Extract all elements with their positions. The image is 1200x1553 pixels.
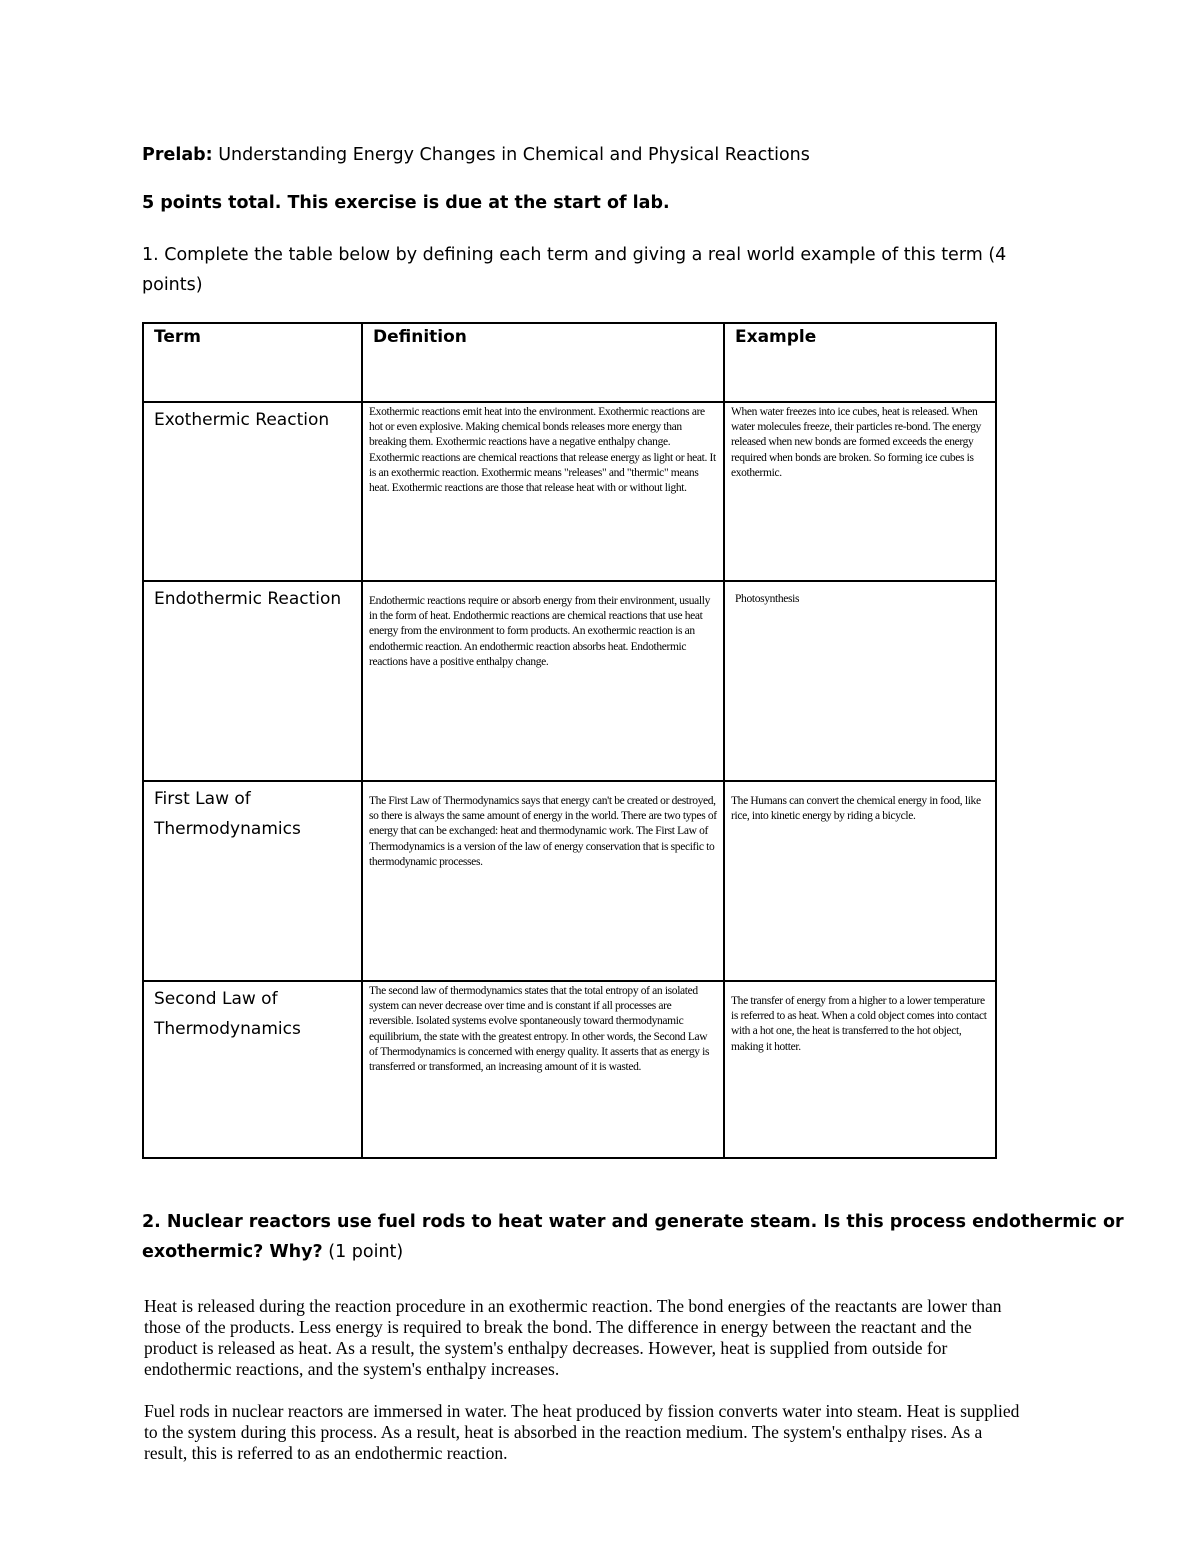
question-2-line-2 bbox=[142, 1237, 403, 1267]
term-cell: First Law of Thermodynamics bbox=[154, 789, 301, 839]
question-2-points: (1 point) bbox=[322, 1242, 404, 1262]
term-cell: Endothermic Reaction bbox=[154, 589, 342, 609]
example-cell: Photosynthesis bbox=[735, 593, 800, 605]
document-title bbox=[142, 140, 810, 170]
header-term: Term bbox=[154, 327, 201, 347]
example-cell: When water freezes into ice cubes, heat is released. When water molecules freeze, their particles re-bond. The energy released when new bonds are formed exceeds the energy required when bonds are broken. So forming ice cubes is exothermic. bbox=[731, 406, 982, 479]
definition-cell: The second law of thermodynamics states that the total entropy of an isolated system can never decrease over time and is constant if all processes are reversible. Isolated systems evolve spontaneously toward thermodynamic equilibrium, the state with the greatest entropy. In other words, the Second Law of Thermodynamics is concerned with energy quality. It asserts that as energy is transferred or transformed, an increasing amount of it is wasted. bbox=[369, 985, 710, 1074]
question-1-line-1: 1. Complete the table below by defining each term and giving a real world example of this term (4 bbox=[142, 245, 1007, 265]
answer-paragraph-2: Fuel rods in nuclear reactors are immersed in water. The heat produced by fission converts water into steam. Heat is supplied to the system during this process. As a result, heat is absorbed in the reaction medium. The system's enthalpy rises. As a result, this is referred to as an endothermic reaction. bbox=[144, 1401, 1020, 1463]
definition-cell: Exothermic reactions emit heat into the environment. Exothermic reactions are hot or even explosive. Making chemical bonds releases more energy than breaking them. Exothermic reactions have a negative enthalpy change. Exothermic reactions are chemical reactions that release energy as light or heat. It is an exothermic reaction. Exothermic means "releases" and "thermic" means heat. Exothermic reactions are those that release heat with or without light. bbox=[369, 406, 716, 495]
table-row bbox=[143, 781, 996, 981]
term-cell: Second Law of Thermodynamics bbox=[154, 989, 301, 1039]
header-definition-cell bbox=[362, 323, 724, 402]
terms-table bbox=[142, 322, 997, 1159]
example-cell: The Humans can convert the chemical energy in food, like rice, into kinetic energy by riding a bicycle. bbox=[731, 795, 981, 823]
header-example: Example bbox=[735, 327, 817, 347]
table-row bbox=[143, 402, 996, 581]
table-row bbox=[143, 981, 996, 1158]
header-example-cell bbox=[724, 323, 996, 402]
answer-paragraph-1: Heat is released during the reaction procedure in an exothermic reaction. The bond energies of the reactants are lower than those of the products. Less energy is required to break the bond. The difference in energy between the reactant and the product is released as heat. As a result, the system's enthalpy decreases. However, heat is supplied from outside for endothermic reactions, and the system's enthalpy increases. bbox=[144, 1296, 1002, 1379]
question-1-line-2: points) bbox=[142, 275, 203, 295]
question-2-line-1: 2. Nuclear reactors use fuel rods to heat water and generate steam. Is this process endothermic or bbox=[142, 1212, 1124, 1232]
example-cell: The transfer of energy from a higher to a lower temperature is referred to as heat. When a cold object comes into contact with a hot one, the heat is transferred to the hot object, making it hotter. bbox=[731, 995, 987, 1053]
question-2-bold: exothermic? Why? bbox=[142, 1242, 323, 1262]
prelab-title: Understanding Energy Changes in Chemical and Physical Reactions bbox=[212, 145, 810, 165]
header-definition: Definition bbox=[373, 327, 467, 347]
term-cell: Exothermic Reaction bbox=[154, 410, 330, 430]
table-header-row bbox=[143, 323, 996, 402]
definition-cell: Endothermic reactions require or absorb energy from their environment, usually in the form of heat. Endothermic reactions are chemical reactions that use heat energy from the environment to form products. An exothermic reaction is an endothermic reaction. An endothermic reaction absorbs heat. Endothermic reactions have a positive enthalpy change. bbox=[369, 595, 711, 668]
table-row bbox=[143, 581, 996, 781]
definition-cell: The First Law of Thermodynamics says that energy can't be created or destroyed, so there is always the same amount of energy in the world. There are two types of energy that can be exchanged: heat and thermodynamic work. The First Law of Thermodynamics is a version of the law of energy conservation that is specific to thermodynamic processes. bbox=[369, 795, 717, 868]
header-term-cell bbox=[143, 323, 362, 402]
prelab-label: Prelab: bbox=[142, 145, 213, 165]
points-note: 5 points total. This exercise is due at the start of lab. bbox=[142, 193, 670, 213]
